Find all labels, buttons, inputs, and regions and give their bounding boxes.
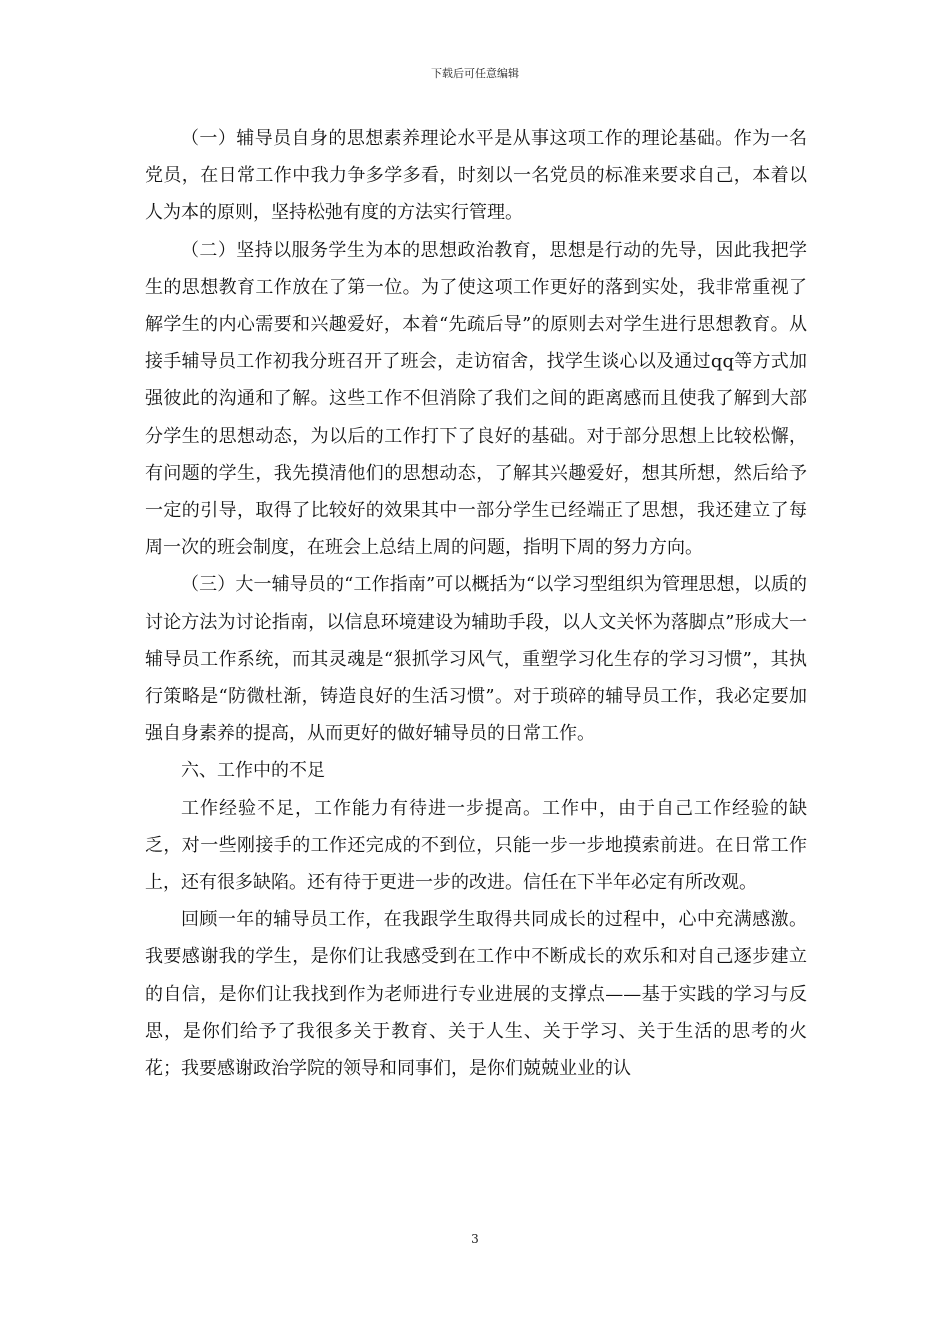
paragraph-1: （一）辅导员自身的思想素养理论水平是从事这项工作的理论基础。作为一名党员，在日常工作中我力争多学多看，时刻以一名党员的标准来要求自己，本着以人为本的原则，坚持松弛有度的方法实行管理。 — [145, 128, 807, 224]
paragraph-3: （三）大一辅导员的“工作指南”可以概括为“以学习型组织为管理思想，以质的讨论方法为讨论指南，以信息环境建设为辅助手段，以人文关怀为落脚点”形成大一辅导员工作系统，而其灵魂是“狠抓学习风气，重塑学习化生存的学习习惯”，其执行策略是“防微杜渐，铸造良好的生活习惯”。对于琐碎的辅导员工作，我必定要加强自身素养的提高，从而更好的做好辅导员的日常工作。 — [145, 574, 807, 745]
paragraph-2: （二）坚持以服务学生为本的思想政治教育，思想是行动的先导，因此我把学生的思想教育工作放在了第一位。为了使这项工作更好的落到实处，我非常重视了解学生的内心需要和兴趣爱好，本着“先疏后导”的原则去对学生进行思想教育。从接手辅导员工作初我分班召开了班会，走访宿舍，找学生谈心以及通过qq等方式加强彼此的沟通和了解。这些工作不但消除了我们之间的距离感而且使我了解到大部分学生的思想动态，为以后的工作打下了良好的基础。对于部分思想上比较松懈，有问题的学生，我先摸清他们的思想动态，了解其兴趣爱好，想其所想，然后给予一定的引导，取得了比较好的效果其中一部分学生已经端正了思想，我还建立了每周一次的班会制度，在班会上总结上周的问题，指明下周的努力方向。 — [145, 239, 807, 559]
page-number: 3 — [471, 1232, 479, 1246]
document-body — [145, 120, 807, 1087]
section-heading: 六、工作中的不足 — [181, 760, 325, 782]
page-header: 下载后可任意编辑 — [431, 67, 519, 80]
paragraph-4: 工作经验不足，工作能力有待进一步提高。工作中，由于自己工作经验的缺乏，对一些刚接手的工作还完成的不到位，只能一步一步地摸索前进。在日常工作上，还有很多缺陷。还有待于更进一步的改进。信任在下半年必定有所改观。 — [145, 797, 807, 894]
paragraph-5: 回顾一年的辅导员工作，在我跟学生取得共同成长的过程中，心中充满感激。我要感谢我的学生，是你们让我感受到在工作中不断成长的欢乐和对自己逐步建立的自信，是你们让我找到作为老师进行专业进展的支撑点——基于实践的学习与反思，是你们给予了我很多关于教育、关于人生、关于学习、关于生活的思考的火花；我要感谢政治学院的领导和同事们，是你们兢兢业业的认 — [145, 909, 807, 1080]
